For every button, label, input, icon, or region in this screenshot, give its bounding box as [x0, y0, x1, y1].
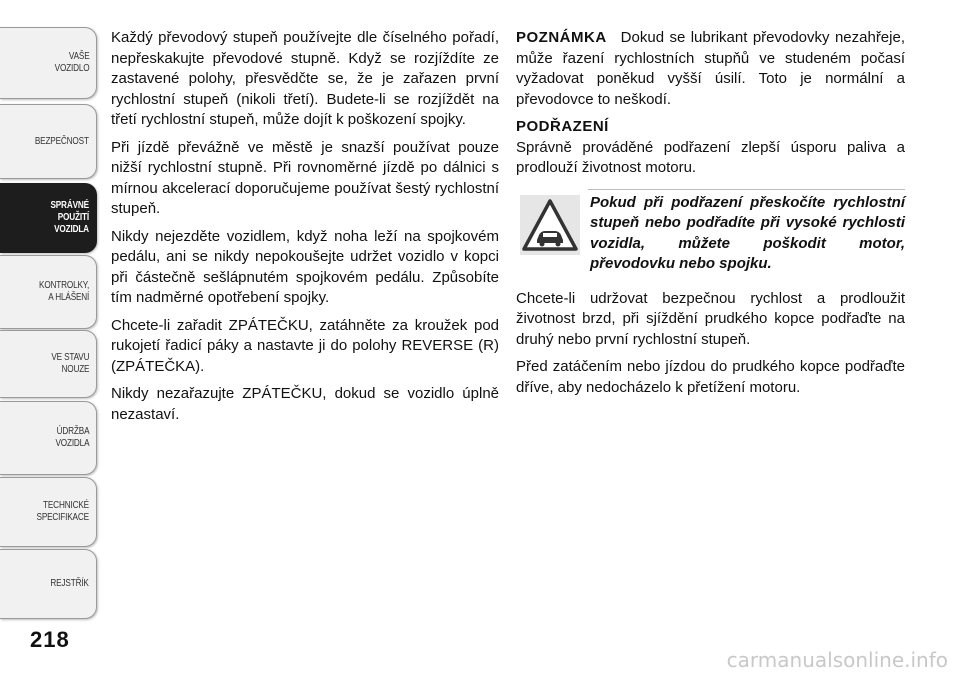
- tab-label: ÚDRŽBA VOZIDLA: [55, 426, 89, 449]
- paragraph: Nikdy nezařazujte ZPÁTEČKU, dokud se vozidlo úplně nezastaví.: [111, 385, 499, 423]
- left-column: [111, 28, 499, 432]
- tab-label: KONTROLKY, A HLÁŠENÍ: [38, 280, 89, 303]
- note-label: POZNÁMKA: [516, 29, 607, 46]
- tab-technicke-specifikace[interactable]: [0, 477, 97, 547]
- tab-rejstrik[interactable]: [0, 549, 97, 619]
- watermark: carmanualsonline.info: [726, 648, 948, 672]
- page-number: 218: [30, 627, 70, 652]
- tab-label: VAŠE VOZIDLO: [54, 51, 89, 74]
- sidebar-nav: [0, 0, 100, 678]
- warning-text: Pokud při podřazení přeskočíte rychlostní stupeň nebo podřadíte při vysoké rychlosti vozidla, můžete poškodit motor, převodovku nebo spojku.: [590, 193, 905, 272]
- tab-label: BEZPEČNOST: [35, 135, 89, 147]
- tab-vase-vozidlo[interactable]: [0, 27, 97, 99]
- tab-bezpecnost[interactable]: [0, 104, 97, 179]
- paragraph: Před zatáčením nebo jízdou do prudkého kopce podřaďte dříve, aby nedocházelo k přetížení motoru.: [516, 358, 905, 396]
- section-heading: PODŘAZENÍ: [516, 118, 609, 135]
- tab-spravne-pouziti-vozidla[interactable]: [0, 183, 97, 253]
- tab-label: REJSTŘÍK: [50, 578, 89, 589]
- warning-triangle-car-icon: [520, 195, 580, 255]
- paragraph: Chcete-li udržovat bezpečnou rychlost a prodloužit životnost brzd, při sjíždění prudkého kopce podřaďte na druhý nebo první rychlostní stupeň.: [516, 289, 905, 348]
- right-column: [516, 28, 905, 405]
- section-text: Správně prováděné podřazení zlepší úsporu paliva a prodlouží životnost motoru.: [516, 138, 905, 176]
- paragraph: Každý převodový stupeň používejte dle číselného pořadí, nepřeskakujte převodové stupně. Když se rozjíždíte ze zastavené polohy, přesvědčte se, že je zařazen první rychlostní stupeň (nikoli třetí). Budete-li se rozjíždět na třetí rychlostní stupeň, může dojít k poškození spojky.: [111, 29, 499, 128]
- tab-udrzba-vozidla[interactable]: [0, 401, 97, 475]
- tab-kontrolky[interactable]: [0, 255, 97, 329]
- note-paragraph: [516, 28, 905, 110]
- tab-label: VE STAVU NOUZE: [50, 352, 89, 375]
- paragraph: Nikdy nejezděte vozidlem, když noha leží na spojkovém pedálu, ani se nikdy nepokoušejte udržet vozidlo v kopci při částečně sešlápnutém spojkovém pedálu. Způsobíte tím nadměrné opotřebení spojky.: [111, 227, 499, 306]
- warning-box: [516, 189, 905, 275]
- tab-label: TECHNICKÉ SPECIFIKACE: [36, 500, 89, 523]
- tab-label: SPRÁVNÉ POUŽITÍ VOZIDLA: [50, 200, 89, 235]
- paragraph: Při jízdě převážně ve městě je snazší používat pouze nižší rychlostní stupně. Při rovnoměrné jízdě po dálnici s mírnou akcelerací doporučujeme používat šestý rychlostní stupeň.: [111, 138, 499, 217]
- warning-divider: [588, 189, 905, 190]
- note-text: Dokud se lubrikant převodovky nezahřeje, může řazení rychlostních stupňů ve studeném počasí vyžadovat poněkud vyšší úsilí. Toto je normální a převodovce to neškodí.: [516, 29, 905, 108]
- paragraph: Chcete-li zařadit ZPÁTEČKU, zatáhněte za kroužek pod rukojetí řadicí páky a nastavte ji do polohy REVERSE (R) (ZPÁTEČKA).: [111, 316, 499, 375]
- tab-ve-stavu-nouze[interactable]: [0, 330, 97, 398]
